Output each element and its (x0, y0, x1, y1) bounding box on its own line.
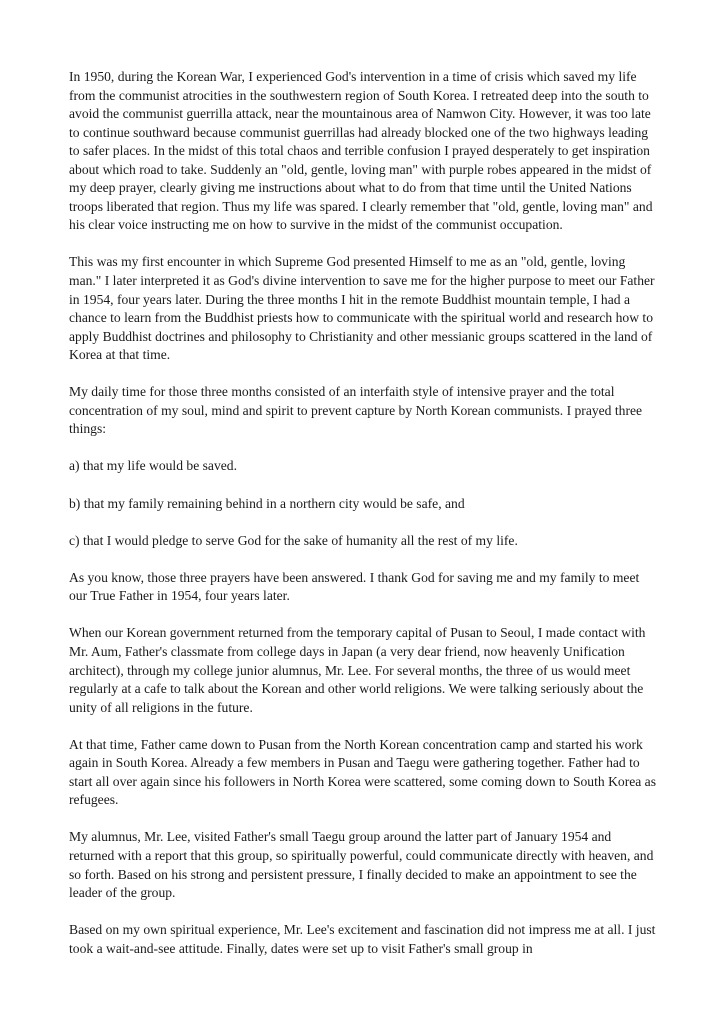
paragraph-government-return: When our Korean government returned from the temporary capital of Pusan to Seoul, I made contact with Mr. Aum, Father's classmate from college days in Japan (a very dear friend, now heavenly Unification architect), through my college junior alumnus, Mr. Lee. For several months, the three of us would meet regularly at a cafe to talk about the Korean and other world religions. We were talking seriously about the unity of all religions in the future. (69, 625, 646, 715)
paragraph-daily-prayer: My daily time for those three months consisted of an interfaith style of intensive prayer and the total concentration of my soul, mind and spirit to prevent capture by North Korean communists. I prayed three things: (69, 384, 643, 437)
paragraph-wait-and-see: Based on my own spiritual experience, Mr. Lee's excitement and fascination did not impress me at all. I just took a wait-and-see attitude. Finally, dates were set up to visit Father's small group in (69, 922, 656, 956)
document-body (69, 68, 659, 977)
paragraph-father-pusan: At that time, Father came down to Pusan from the North Korean concentration camp and started his work again in South Korea. Already a few members in Pusan and Taegu were gathering together. Father had to start all over again since his followers in North Korea were scattered, some coming down to South Korea as refugees. (69, 736, 657, 808)
paragraph-war-intervention: In 1950, during the Korean War, I experienced God's intervention in a time of crisis which saved my life from the communist atrocities in the southwestern region of South Korea. I retreated deep into the south to avoid the communist guerrilla attack, near the mountainous area of Namwon City. However, it was too late to continue southward because communist guerrillas had already blocked one of the two highways leading to safer places. In the midst of this total chaos and terrible confusion I prayed desperately to get inspiration about which road to take. Suddenly an "old, gentle, loving man" with purple robes appeared in the midst of my deep prayer, clearly giving me instructions about what to do from that time until the United Nations troops liberated that region. Thus my life was spared. I clearly remember that "old, gentle, loving man" and his clear voice instructing me on how to survive in the midst of the communist occupation. (69, 69, 653, 233)
list-item-prayer-a: a) that my life would be saved. (69, 458, 237, 474)
paragraph-first-encounter: This was my first encounter in which Supreme God presented Himself to me as an "old, gentle, loving man." I later interpreted it as God's divine intervention to save me for the higher purpose to meet our Father in 1954, four years later. During the three months I hit in the remote Buddhist mountain temple, I had a chance to learn from the Buddhist priests how to communicate with the spiritual world and research how to apply Buddhist doctrines and philosophy to Christianity and other messianic groups scattered in the land of Korea at that time. (69, 254, 655, 363)
paragraph-prayers-answered: As you know, those three prayers have been answered. I thank God for saving me and my family to meet our True Father in 1954, four years later. (69, 569, 640, 604)
list-item-prayer-c: c) that I would pledge to serve God for the sake of humanity all the rest of my life. (69, 532, 518, 548)
list-item-prayer-b: b) that my family remaining behind in a northern city would be safe, and (69, 495, 465, 511)
paragraph-taegu-visit: My alumnus, Mr. Lee, visited Father's small Taegu group around the latter part of January 1954 and returned with a report that this group, so spiritually powerful, could communicate directly with heaven, and so forth. Based on his strong and persistent pressure, I finally decided to make an appointment to see the leader of the group. (69, 829, 654, 901)
